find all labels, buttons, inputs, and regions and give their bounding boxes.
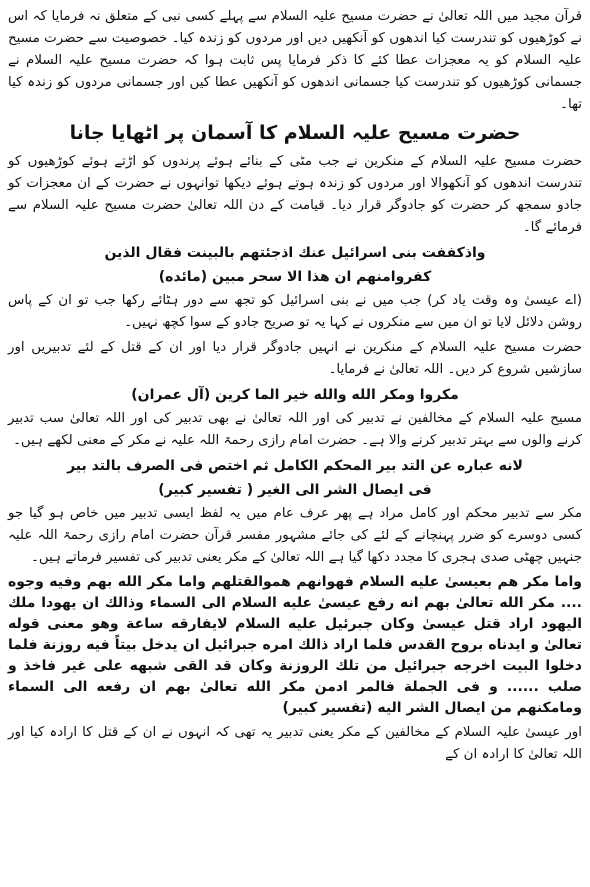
paragraph-deniers: حضرت مسیح علیہ السلام کے منکرین نے جب مٹی کے بنائے ہوئے پرندوں کو اڑتے ہوئے کوڑھیوں کو تندرست اندھوں کو آنکھوالا اور مردوں کو زندہ ہوتے ہوئے دیکھا توانہوں نے حضرت کے ان معجزات کو جادو سمجھ کر حضرت کو جادوگر قرار دیا۔ قیامت کے دن اللہ تعالیٰ حضرت مسیح علیہ السلام سے فرمائے گا۔ (8, 154, 582, 235)
section-heading: حضرت مسیح علیہ السلام کا آسمان پر اٹھایا جانا (69, 122, 521, 144)
arabic-verse-maida-line2: كفروامنهم ان هذا الا سحر مبين (مائده) (158, 269, 432, 285)
arabic-verse-al-imran: مكروا ومكر الله والله خير الما كرين (آل عمران) (131, 387, 459, 403)
paragraph-plots: حضرت مسیح علیہ السلام کے منکرین نے انہیں جادوگر قرار دیا اور ان کے قتل کے لئے تدبیریں اور سازشیں شروع کر دیں۔ اللہ تعالیٰ نے فرمایا۔ (8, 340, 582, 377)
arabic-tafsir-reference: (تفسير كبير) (282, 700, 373, 716)
paragraph-makr-meaning: مسیح علیہ السلام کے مخالفین نے تدبیر کی اور اللہ تعالیٰ نے بھی تدبیر کی اور اللہ تعالیٰ سب تدبیر کرنے والوں سے بہتر تدبیر کرنے والا ہے۔ حضرت امام رازی رحمۃ اللہ علیہ نے مکر کے معنی لکھے ہیں۔ (8, 411, 582, 448)
arabic-quote-razi-line2: فى ايصال الشر الى الغير ( تفسير كبير) (158, 482, 432, 498)
arabic-tafsir-kabir-quote (8, 572, 582, 719)
paragraph-closing: اور عیسیٰ علیہ السلام کے مخالفین کے مکر یعنی تدبیر یہ تھی کہ انہوں نے ان کے قتل کا ارادہ کیا اور اللہ تعالیٰ کا ارادہ ان کے (8, 725, 582, 762)
arabic-verse-maida-line1: واذكففت بنى اسرائيل عنك اذجئتهم بالبينت فقال الذين (104, 245, 486, 261)
paragraph-maida-translation: (اے عیسیٰ وہ وقت یاد کر) جب میں نے بنی اسرائیل کو تجھ سے دور ہٹائے رکھا جب تو ان کے پاس روشن دلائل لایا تو ان میں سے منکروں نے کہا یہ تو صریح جادو کے سوا کچھ نہیں۔ (8, 293, 582, 330)
arabic-quote-razi-line1: لانه عباره عن التد بير المحكم الكامل ثم اختص فى الصرف بالتد بير (67, 458, 523, 474)
paragraph-razi-explanation: مکر سے تدبیر محکم اور کامل مراد ہے پھر عرف عام میں یہ لفظ ایسی تدبیر میں خاص ہو گیا جو کسی دوسرے کو ضرر پہنچانے کے لئے کی جائے مشہور مفسر قرآن حضرت امام رازی رحمۃ اللہ علیہ جنہیں چھٹی صدی ہجری کا مجدد دکھا گیا ہے اللہ تعالیٰ کے مکر یعنی تدبیر کی تفسیر فرماتے ہیں۔ (8, 506, 582, 565)
paragraph-miracles: قرآن مجید میں اللہ تعالیٰ نے حضرت مسیح علیہ السلام سے پہلے کسی نبی کے متعلق نہ فرمایا کہ اس نے کوڑھیوں کو تندرست کیا اندھوں کو آنکھیں دیں اور مردوں کو زندہ کیا۔ خصوصیت سے حضرت مسیح علیہ السلام کو یہ معجزات عطا کئے کا ذکر فرمایا پس ثابت ہوا کہ حضرت مسیح علیہ السلام نے جسمانی کوڑھیوں کو تندرست کیا جسمانی اندھوں کو آنکھیں عطا کیں اور جسمانی مردوں کو زندہ کیا تھا۔ (8, 9, 582, 112)
arabic-tafsir-text: واما مكر هم بعيسىٰ عليه السلام فهوانهم هموالقتلهم واما مكر الله بهم وفيه وجوه .... مكر الله تعالىٰ بهم انه رفع عيسىٰ عليه السلام الى السماء وذالك ان يهودا ملك اليهود اراد قتل عيسىٰ وكان جبرئيل عليه السلام لايفارقه ساعة وهو معنى قوله تعالىٰ و ايدناه بروح القدس فلما اراد ذالك امره جبرائيل ان يدخل بيتاً فيه روزنة فلما دخلوا البيت اخرجه جبرائيل من تلك الروزنة وكان قد القى شبهه على غير فاخذ و صلب ...... و فى الجملة فالمر ادمن مكر الله تعالىٰ بهم ان رفعه الى السماء ومامكنهم من ايصال الشر اليه (8, 574, 582, 716)
